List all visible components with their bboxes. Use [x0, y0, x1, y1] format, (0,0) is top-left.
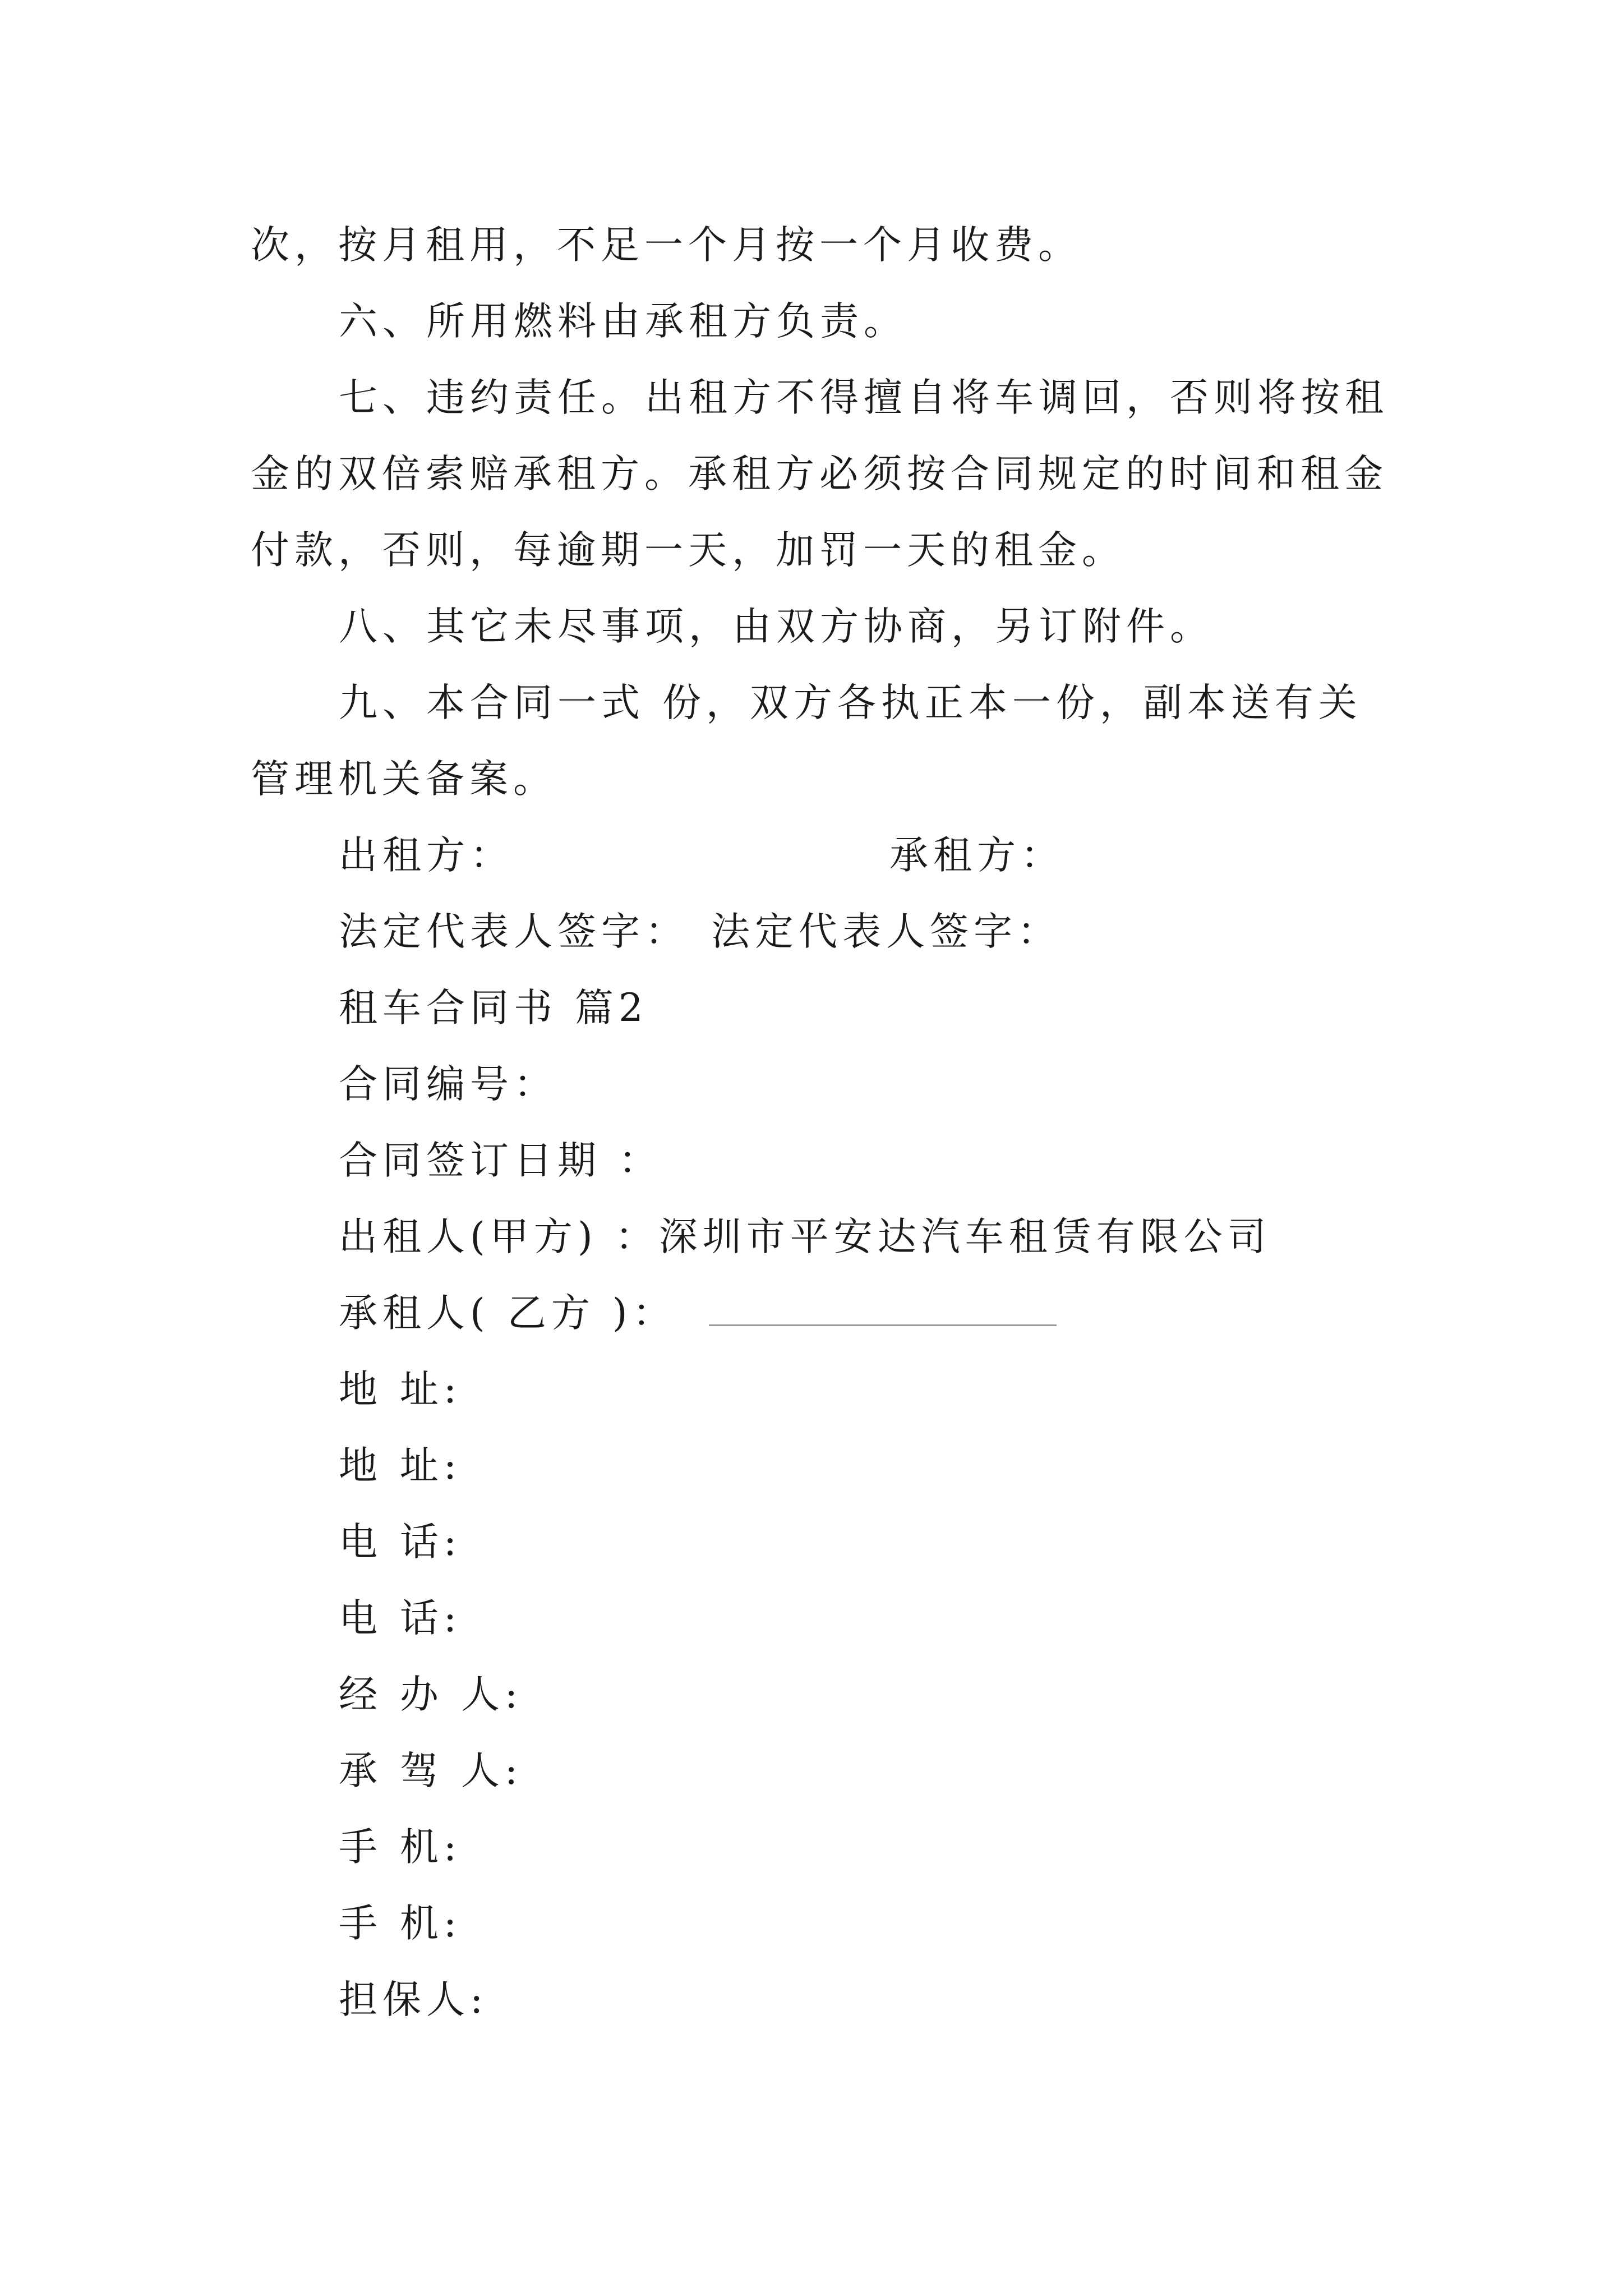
contract-number-field: 合同编号：: [339, 1062, 557, 1107]
address-field-2: 地 址:: [339, 1443, 462, 1488]
signature-rep-row: [339, 901, 1061, 963]
clause-9-line-2: 管理机关备案。: [251, 757, 557, 802]
mobile-field-2: 手 机:: [339, 1901, 462, 1946]
lessor-rep-sign: 法定代表人签字：: [339, 909, 689, 954]
clause-9-line-1: 九、本合同一式 份，双方各执正本一份，副本送有关: [339, 680, 1362, 725]
lessee-party-row: [339, 1282, 1057, 1344]
guarantor-field: 担保人:: [339, 1977, 488, 2022]
clause-8: 八、其它未尽事项，由双方协商，另订附件。: [339, 604, 1214, 649]
phone-field-1: 电 话:: [339, 1520, 462, 1565]
lessee-party-field: 承租人( 乙方 )：: [339, 1291, 676, 1336]
clause-7-line-1: 七、违约责任。出租方不得擅自将车调回，否则将按租: [339, 375, 1389, 420]
lessor-party-field: 出租人(甲方) ：深圳市平安达汽车租赁有限公司: [339, 1214, 1271, 1259]
clause-6: 六、所用燃料由承租方负责。: [339, 299, 907, 344]
handler-field: 经 办 人:: [339, 1672, 523, 1717]
sign-date-field: 合同签订日期 ：: [339, 1138, 662, 1183]
mobile-field-1: 手 机:: [339, 1825, 462, 1870]
lessor-label: 出租方：: [339, 833, 514, 878]
lessee-label: 承租方：: [889, 833, 1064, 878]
driver-field: 承 驾 人:: [339, 1749, 523, 1793]
phone-field-2: 电 话:: [339, 1596, 462, 1641]
section-2-title: 租车合同书 篇2: [339, 986, 648, 1030]
body-line-1: 次，按月租用，不足一个月按一个月收费。: [251, 223, 1082, 268]
address-field-1: 地 址:: [339, 1367, 462, 1412]
signature-parties-row: [339, 825, 1064, 886]
lessee-rep-sign: 法定代表人签字：: [711, 909, 1061, 954]
clause-7-line-2: 金的双倍索赔承租方。承租方必须按合同规定的时间和租金: [251, 452, 1388, 496]
lessee-blank-line: [709, 1293, 1057, 1326]
clause-7-line-3: 付款，否则，每逾期一天，加罚一天的租金。: [251, 528, 1126, 573]
